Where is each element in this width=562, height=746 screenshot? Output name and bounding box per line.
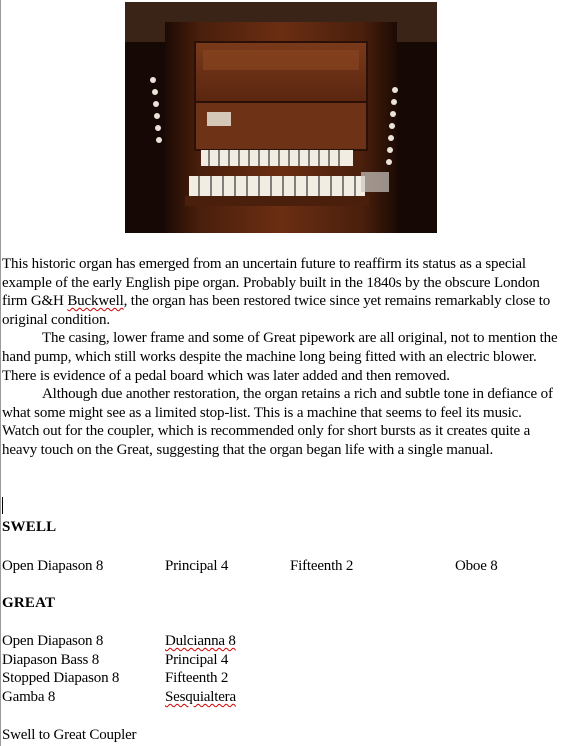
swell-stop: Open Diapason 8 bbox=[2, 558, 104, 574]
paragraph-1-before: This historic organ has emerged from an uncertain future to reaffirm its status as a special example of the early English pipe organ. Probably built in the 1840s by the obscure London firm G&H bbox=[2, 256, 540, 310]
swell-stop: Fifteenth 2 bbox=[290, 558, 354, 574]
coupler-line: Swell to Great Coupler bbox=[2, 727, 137, 743]
great-stops-column-2 bbox=[165, 632, 236, 706]
paragraph-2: The casing, lower frame and some of Great pipework are all original, not to mention the hand pump, which still works despite the machine long being fitted with an electric blower. There is evidence of a pedal board which was later added and then removed. bbox=[2, 330, 558, 384]
organ-photo bbox=[125, 2, 437, 233]
page-left-margin-rule bbox=[0, 0, 1, 746]
swell-heading: SWELL bbox=[2, 519, 57, 535]
body-text bbox=[2, 255, 560, 460]
paragraph-1-after: , the organ has been restored twice since yet remains remarkably close to original condition. bbox=[2, 293, 551, 328]
swell-stop: Oboe 8 bbox=[455, 558, 498, 574]
great-stop: Principal 4 bbox=[165, 651, 229, 668]
spelling-flag-sesquialtera[interactable]: Sesquialtera bbox=[165, 688, 236, 705]
great-stop: Diapason Bass 8 bbox=[2, 651, 99, 668]
great-heading: GREAT bbox=[2, 595, 56, 611]
great-stop: Fifteenth 2 bbox=[165, 670, 229, 687]
organ-photo-illustration bbox=[125, 2, 437, 233]
spelling-flag-dulcianna[interactable]: Dulcianna 8 bbox=[165, 633, 236, 649]
great-stops-column-1 bbox=[2, 632, 119, 706]
text-cursor bbox=[2, 497, 3, 514]
swell-stop: Principal 4 bbox=[165, 558, 229, 574]
great-stop: Gamba 8 bbox=[2, 688, 56, 705]
great-stop: Open Diapason 8 bbox=[2, 633, 104, 649]
spelling-flag-buckwell[interactable]: Buckwell bbox=[67, 293, 124, 310]
paragraph-3: Although due another restoration, the organ retains a rich and subtle tone in defiance of what some might see as a limited stop-list. This is a machine that seems to feel its music. Watch out for the coupler, which is recommended only for short bursts as it creates quite a heavy touch on the Great, suggesting that the organ began life with a single manual. bbox=[2, 386, 553, 458]
paragraph-1 bbox=[2, 255, 560, 329]
great-stop: Stopped Diapason 8 bbox=[2, 670, 120, 687]
